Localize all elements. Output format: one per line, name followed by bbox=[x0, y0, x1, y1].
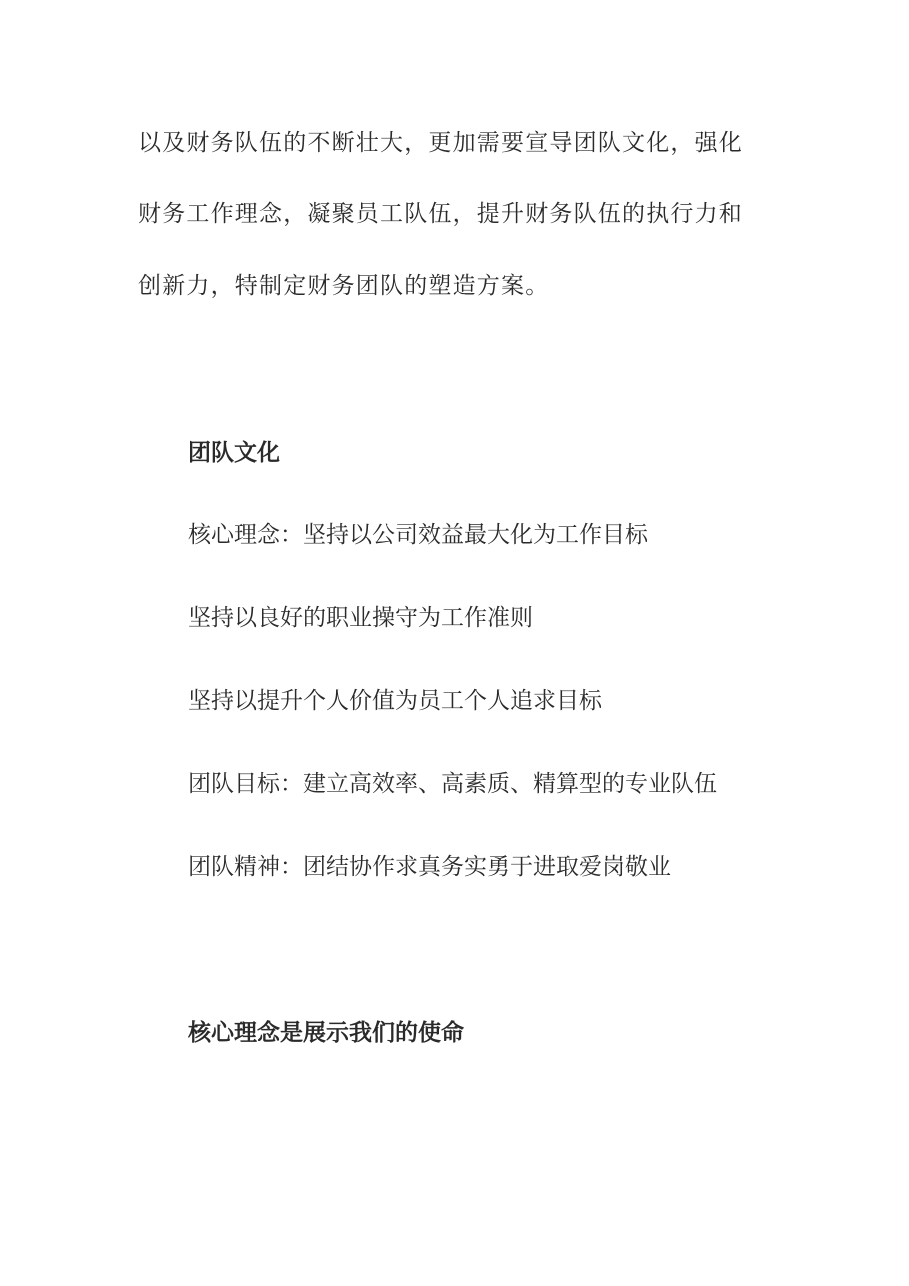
section-heading-team-culture: 团队文化 bbox=[188, 440, 280, 466]
culture-item: 核心理念：坚持以公司效益最大化为工作目标 bbox=[188, 522, 648, 548]
intro-line: 财务工作理念，凝聚员工队伍，提升财务队伍的执行力和 bbox=[138, 201, 743, 227]
intro-line: 以及财务队伍的不断壮大，更加需要宣导团队文化，强化 bbox=[138, 130, 743, 156]
culture-item: 团队精神：团结协作求真务实勇于进取爱岗敬业 bbox=[188, 854, 671, 880]
section-heading-core-concept: 核心理念是展示我们的使命 bbox=[188, 1020, 464, 1046]
intro-line: 创新力，特制定财务团队的塑造方案。 bbox=[138, 273, 550, 299]
culture-item: 坚持以提升个人价值为员工个人追求目标 bbox=[188, 688, 602, 714]
culture-item: 团队目标：建立高效率、高素质、精算型的专业队伍 bbox=[188, 771, 717, 797]
culture-item: 坚持以良好的职业操守为工作准则 bbox=[188, 605, 533, 631]
